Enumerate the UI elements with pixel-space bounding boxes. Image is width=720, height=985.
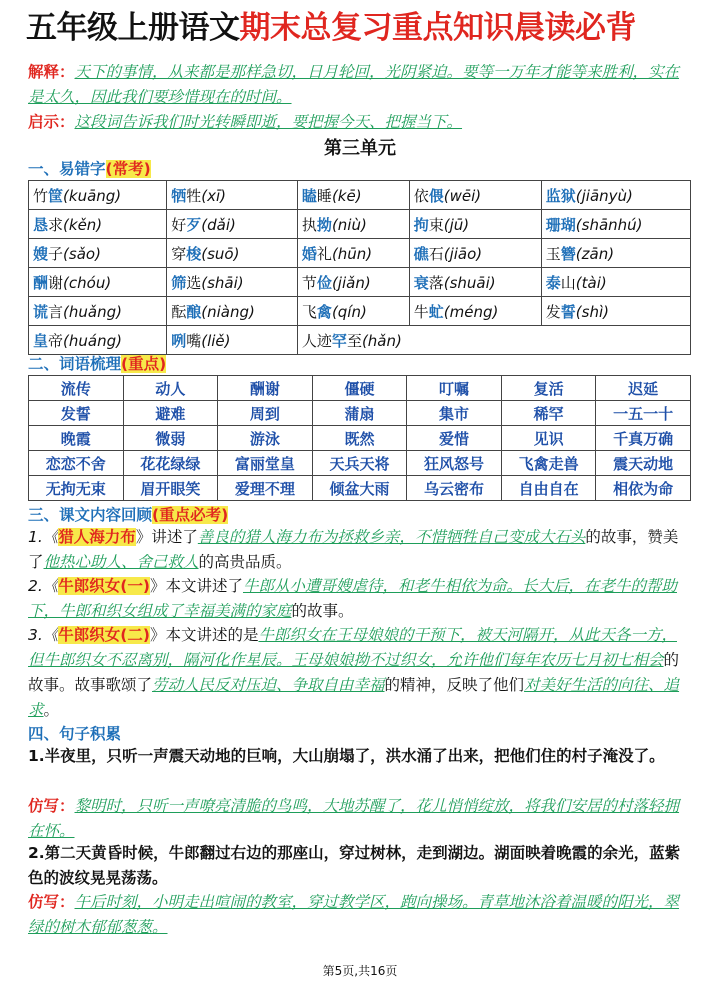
typo-py: (shāi) — [201, 273, 244, 292]
review-1-end: 的高贵品质。 — [198, 553, 292, 571]
typo-py: (huǎng) — [63, 302, 122, 321]
unit-heading: 第三单元 — [324, 138, 396, 159]
word-cell: 迟延 — [596, 376, 691, 401]
review-1-title: 猎人海力布 — [58, 528, 136, 546]
explanation-paragraph — [28, 60, 688, 110]
typo-pre: 飞 — [301, 302, 317, 321]
page-footer: 第5页,共16页 — [322, 964, 398, 978]
page-title — [0, 2, 720, 48]
section-typo-label: 一、易错字 — [28, 160, 106, 178]
word-cell: 游泳 — [218, 426, 313, 451]
typo-py: (jiāo) — [443, 244, 483, 263]
typo-cell — [541, 239, 690, 268]
typo-c: 俭 — [316, 273, 332, 292]
review-3-num: 3.《 — [28, 626, 59, 644]
typo-cell — [167, 326, 298, 355]
section-sentences-label: 四、句子积累 — [28, 725, 122, 743]
word-cell: 恋恋不舍 — [29, 451, 124, 476]
typo-c: 瞌 — [301, 186, 317, 205]
typo-py: (shānhú) — [575, 215, 643, 234]
word-cell: 天兵天将 — [312, 451, 407, 476]
typo-c: 酿 — [186, 302, 202, 321]
typo-py: (jiǎn) — [331, 273, 371, 292]
imitation-1-text: 黎明时，只听一声嘹亮清脆的鸟鸣，大地苏醒了，花儿悄悄绽放，将我们安居的村落轻拥在怀。 — [28, 797, 680, 840]
typo-c: 礁 — [413, 244, 429, 263]
review-item-2 — [28, 574, 688, 624]
typo-cell — [409, 239, 541, 268]
typo-cell — [167, 268, 298, 297]
typo-py: (kěn) — [63, 215, 103, 234]
word-cell: 无拘无束 — [29, 476, 124, 501]
typo-c: 偎 — [428, 186, 444, 205]
word-row — [29, 476, 691, 501]
section-words-heading — [28, 352, 166, 374]
typo-pre: 人迹 — [301, 331, 332, 350]
typo-c: 簪 — [560, 244, 576, 263]
word-cell: 发誓 — [29, 401, 124, 426]
typo-py: (chóu) — [63, 273, 112, 292]
imitation-1 — [28, 794, 688, 844]
typo-cell — [29, 210, 167, 239]
section-typo-tag: (常考) — [105, 160, 151, 178]
typo-post: 礼 — [316, 244, 332, 263]
section-sentences-heading — [28, 722, 121, 744]
typo-py: (sǎo) — [63, 244, 101, 263]
word-cell: 倾盆大雨 — [312, 476, 407, 501]
typo-pre: 依 — [413, 186, 429, 205]
typo-c: 咧 — [171, 331, 187, 350]
typo-pre: 执 — [301, 215, 317, 234]
review-3-end: 。 — [43, 701, 60, 719]
typo-py: (kē) — [331, 186, 362, 205]
word-cell: 动人 — [123, 376, 218, 401]
typo-pre: 玉 — [545, 244, 561, 263]
typo-c: 牺 — [171, 186, 187, 205]
typo-c: 拘 — [413, 215, 429, 234]
review-1-close: 》讲述了 — [135, 528, 198, 546]
typo-table — [28, 180, 691, 355]
typo-post: 求 — [48, 215, 64, 234]
typo-cell — [29, 297, 167, 326]
review-3-g3: 对美好生活的向往、追求 — [28, 676, 680, 719]
typo-c: 梭 — [186, 244, 202, 263]
typo-py: (qín) — [331, 302, 367, 321]
typo-c: 皇 — [33, 331, 49, 350]
word-cell: 微弱 — [123, 426, 218, 451]
review-1-num: 1.《 — [28, 528, 59, 546]
typo-post: 帝 — [48, 331, 64, 350]
review-3-g2: 劳动人民反对压迫、争取自由幸福 — [152, 676, 385, 694]
typo-c: 虻 — [428, 302, 444, 321]
typo-py: (méng) — [443, 302, 499, 321]
section-typo-heading — [28, 157, 151, 179]
review-2-end: 的故事。 — [291, 602, 354, 620]
title-part-1: 五年级上册语文 — [26, 10, 240, 46]
imitation-1-label: 仿写： — [28, 797, 75, 815]
typo-pre: 发 — [545, 302, 561, 321]
typo-py: (tài) — [575, 273, 607, 292]
typo-row — [29, 181, 691, 210]
word-cell: 花花绿绿 — [123, 451, 218, 476]
review-item-3 — [28, 623, 688, 723]
word-cell: 稀罕 — [501, 401, 596, 426]
imitation-2 — [28, 890, 688, 940]
typo-pre: 牛 — [413, 302, 429, 321]
typo-cell — [409, 297, 541, 326]
word-cell: 复活 — [501, 376, 596, 401]
typo-post: 山 — [560, 273, 576, 292]
word-cell: 爱惜 — [407, 426, 502, 451]
typo-py: (shì) — [575, 302, 609, 321]
typo-c: 衰 — [413, 273, 429, 292]
typo-c: 筐 — [48, 186, 64, 205]
typo-cell — [29, 326, 167, 355]
typo-py: (zān) — [575, 244, 615, 263]
typo-pre: 竹 — [33, 186, 49, 205]
explanation-label: 解释： — [28, 63, 75, 81]
typo-c: 泰 — [545, 273, 561, 292]
typo-cell — [297, 297, 409, 326]
typo-post: 子 — [48, 244, 64, 263]
typo-post: 选 — [186, 273, 202, 292]
sentence-1: 1.半夜里，只听一声震天动地的巨响，大山崩塌了，洪水涌了出来，把他们住的村子淹没了。 — [28, 747, 665, 765]
section-review-heading — [28, 503, 228, 525]
typo-c: 监狱 — [545, 186, 576, 205]
typo-cell — [297, 181, 409, 210]
word-cell: 酬谢 — [218, 376, 313, 401]
typo-py: (niù) — [331, 215, 367, 234]
typo-post: 言 — [48, 302, 64, 321]
typo-py: (wēi) — [443, 186, 482, 205]
word-row — [29, 451, 691, 476]
typo-cell — [297, 210, 409, 239]
typo-cell — [297, 239, 409, 268]
word-cell: 乌云密布 — [407, 476, 502, 501]
typo-c: 筛 — [171, 273, 187, 292]
word-row — [29, 401, 691, 426]
typo-c: 恳 — [33, 215, 49, 234]
typo-post: 束 — [428, 215, 444, 234]
typo-py: (niàng) — [201, 302, 255, 321]
typo-cell — [29, 239, 167, 268]
typo-cell — [541, 210, 690, 239]
word-cell: 流传 — [29, 376, 124, 401]
word-cell: 眉开眼笑 — [123, 476, 218, 501]
typo-c: 誓 — [560, 302, 576, 321]
typo-c: 嫂 — [33, 244, 49, 263]
review-3-title: 牛郎织女(二) — [58, 626, 150, 644]
review-3-m1: 的故事。故事歌颂了 — [28, 651, 680, 694]
typo-py: (dǎi) — [201, 215, 236, 234]
typo-post: 谢 — [48, 273, 64, 292]
typo-post: 牲 — [186, 186, 202, 205]
typo-cell — [29, 268, 167, 297]
review-item-1 — [28, 525, 688, 575]
inspiration-text: 这段词告诉我们时光转瞬即逝，要把握今天、把握当下。 — [74, 113, 463, 131]
section-words-label: 二、词语梳理 — [28, 355, 122, 373]
word-cell: 爱理不理 — [218, 476, 313, 501]
review-1-m1: 的故事，赞美了 — [28, 528, 679, 571]
typo-py: (shuāi) — [443, 273, 496, 292]
typo-row — [29, 297, 691, 326]
review-3-g1: 牛郎织女在王母娘娘的干预下，被天河隔开，从此天各一方，但牛郎织女不忍离别，隔河化作星辰。王母娘娘拗不过织女，允许他们每年农历七月初七相会 — [28, 626, 677, 669]
word-table — [28, 375, 691, 501]
typo-c: 谎 — [33, 302, 49, 321]
word-cell: 见识 — [501, 426, 596, 451]
word-cell: 狂风怒号 — [407, 451, 502, 476]
typo-cell — [541, 297, 690, 326]
typo-cell — [409, 268, 541, 297]
typo-row — [29, 326, 691, 355]
typo-row — [29, 268, 691, 297]
typo-post: 睡 — [316, 186, 332, 205]
section-words-tag: (重点) — [121, 355, 167, 373]
review-2-num: 2.《 — [28, 577, 59, 595]
review-1-g2: 他热心助人、舍己救人 — [43, 553, 199, 571]
typo-py: (hǎn) — [361, 331, 402, 350]
word-row — [29, 376, 691, 401]
typo-py: (suō) — [201, 244, 240, 263]
review-2-g1: 牛郎从小遭哥嫂虐待，和老牛相依为命。长大后，在老牛的帮助下，牛郎和织女组成了幸福美满的家庭 — [28, 577, 677, 620]
typo-py: (liě) — [201, 331, 231, 350]
word-cell: 相依为命 — [596, 476, 691, 501]
typo-pre: 好 — [171, 215, 187, 234]
word-cell: 叮嘱 — [407, 376, 502, 401]
typo-post: 至 — [346, 331, 362, 350]
typo-cell — [297, 268, 409, 297]
typo-post: 落 — [428, 273, 444, 292]
typo-cell — [29, 181, 167, 210]
typo-c: 歹 — [186, 215, 202, 234]
explanation-text: 天下的事情，从来都是那样急切，日月轮回，光阴紧迫。要等一万年才能等来胜利，实在是太久，因此我们要珍惜现在的时间。 — [28, 63, 680, 106]
review-2-close: 》本文讲述了 — [149, 577, 243, 595]
typo-post: 石 — [428, 244, 444, 263]
typo-c: 禽 — [316, 302, 332, 321]
typo-row — [29, 210, 691, 239]
review-3-m2: 的精神，反映了他们 — [384, 676, 525, 694]
typo-py: (jū) — [443, 215, 470, 234]
typo-py: (huáng) — [63, 331, 122, 350]
review-2-title: 牛郎织女(一) — [58, 577, 150, 595]
inspiration-paragraph — [28, 110, 688, 135]
imitation-2-label: 仿写： — [28, 893, 75, 911]
word-cell: 周到 — [218, 401, 313, 426]
review-3-close: 》本文讲述的是 — [149, 626, 259, 644]
typo-c: 罕 — [331, 331, 347, 350]
typo-cell — [541, 181, 690, 210]
word-cell: 一五一十 — [596, 401, 691, 426]
typo-c: 婚 — [301, 244, 317, 263]
word-cell: 僵硬 — [312, 376, 407, 401]
section-review-label: 三、课文内容回顾 — [28, 506, 153, 524]
title-part-2: 期末总复习重点知识晨读必背 — [239, 10, 636, 46]
typo-py: (jiānyù) — [575, 186, 633, 205]
typo-cell — [541, 268, 690, 297]
word-cell: 集市 — [407, 401, 502, 426]
sentence-2: 2.第二天黄昏时候，牛郎翻过右边的那座山，穿过树林，走到湖边。湖面映着晚霞的余光，蓝紫色的波纹晃晃荡荡。 — [28, 844, 681, 887]
word-row — [29, 426, 691, 451]
typo-cell — [409, 181, 541, 210]
inspiration-label: 启示： — [28, 113, 75, 131]
word-cell: 避难 — [123, 401, 218, 426]
word-cell: 千真万确 — [596, 426, 691, 451]
word-cell: 晚霞 — [29, 426, 124, 451]
word-cell: 自由自在 — [501, 476, 596, 501]
typo-cell — [409, 210, 541, 239]
review-1-g1: 善良的猎人海力布为拯救乡亲，不惜牺牲自己变成大石头 — [197, 528, 586, 546]
typo-cell — [167, 210, 298, 239]
typo-cell — [167, 181, 298, 210]
typo-c: 酬 — [33, 273, 49, 292]
section-review-tag: (重点必考) — [152, 506, 229, 524]
typo-cell — [167, 297, 298, 326]
typo-pre: 酝 — [171, 302, 187, 321]
typo-cell — [167, 239, 298, 268]
typo-py: (xī) — [201, 186, 226, 205]
typo-c: 珊瑚 — [545, 215, 576, 234]
word-cell: 富丽堂皇 — [218, 451, 313, 476]
word-cell: 震天动地 — [596, 451, 691, 476]
typo-py: (kuāng) — [63, 186, 122, 205]
word-cell: 既然 — [312, 426, 407, 451]
typo-pre: 穿 — [171, 244, 187, 263]
typo-pre: 节 — [301, 273, 317, 292]
typo-c: 拗 — [316, 215, 332, 234]
typo-post: 嘴 — [186, 331, 202, 350]
word-cell: 蒲扇 — [312, 401, 407, 426]
imitation-2-text: 午后时刻，小明走出喧闹的教室，穿过教学区，跑向操场。青草地沐浴着温暖的阳光，翠绿的树木郁郁葱葱。 — [28, 893, 680, 936]
typo-cell — [297, 326, 690, 355]
typo-py: (hūn) — [331, 244, 373, 263]
typo-row — [29, 239, 691, 268]
word-cell: 飞禽走兽 — [501, 451, 596, 476]
